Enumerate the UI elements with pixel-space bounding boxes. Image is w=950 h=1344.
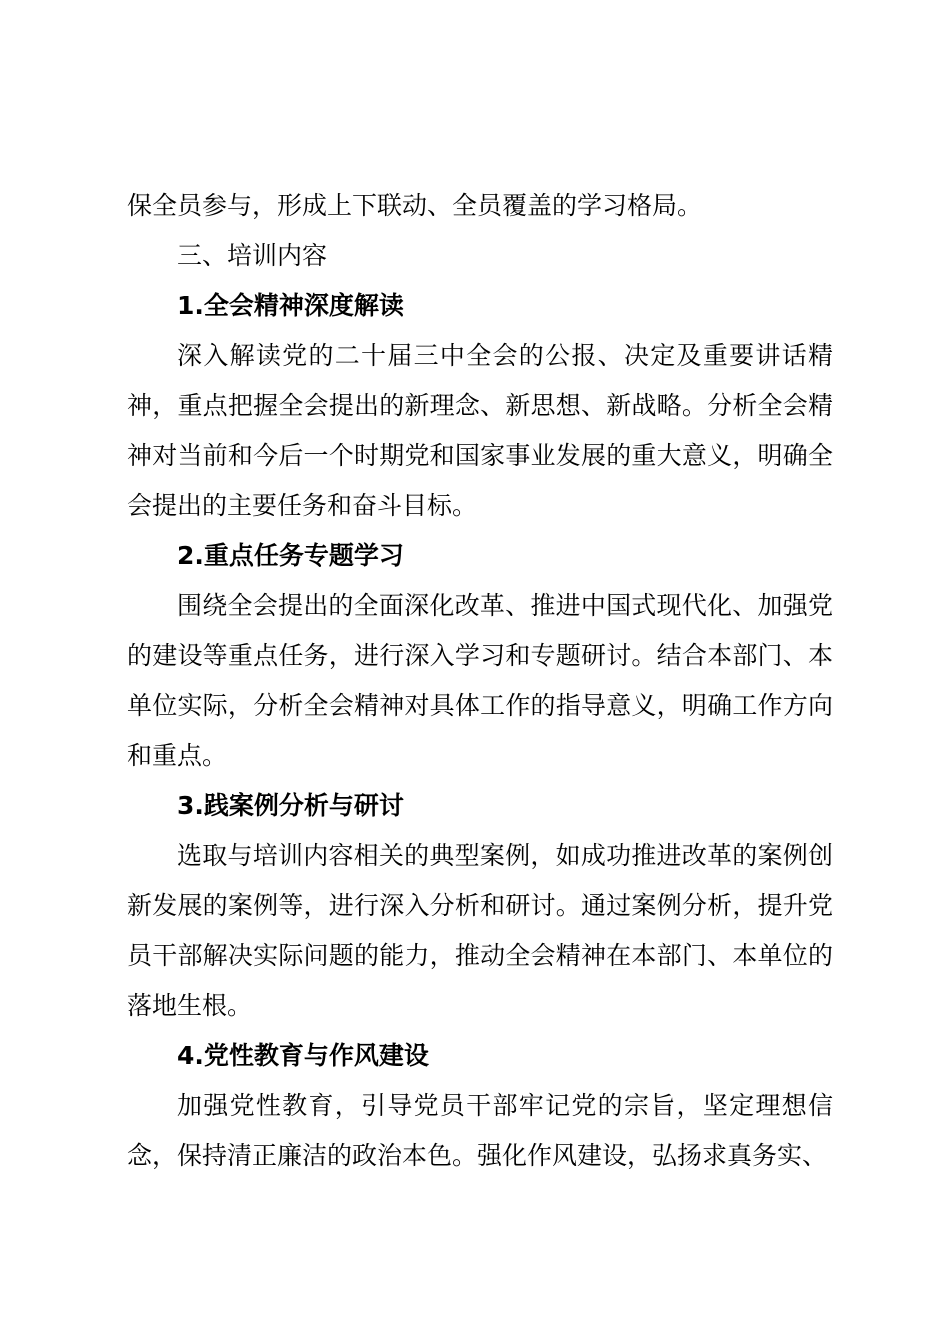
section-title: 三、培训内容	[177, 241, 328, 270]
item-body-2: 围绕全会提出的全面深化改革、推进中国式现代化、加强党的建设等重点任务，进行深入学习和专题研讨。结合本部门、本单位实际，分析全会精神对具体工作的指导意义，明确工作方向和重点。	[127, 591, 833, 770]
item-heading-4: 4.党性教育与作风建设	[177, 1041, 429, 1070]
item-body-4: 加强党性教育，引导党员干部牢记党的宗旨，坚定理想信念，保持清正廉洁的政治本色。强化作风建设，弘扬求真务实、	[127, 1091, 833, 1170]
item-heading-2: 2.重点任务专题学习	[177, 541, 404, 570]
item-heading-3: 3.践案例分析与研讨	[177, 791, 404, 820]
item-heading-1: 1.全会精神深度解读	[177, 291, 404, 320]
continuation-paragraph: 保全员参与，形成上下联动、全员覆盖的学习格局。	[127, 191, 703, 220]
item-body-1: 深入解读党的二十届三中全会的公报、决定及重要讲话精神，重点把握全会提出的新理念、新思想、新战略。分析全会精神对当前和今后一个时期党和国家事业发展的重大意义，明确全会提出的主要任务和奋斗目标。	[127, 341, 833, 520]
item-body-3: 选取与培训内容相关的典型案例，如成功推进改革的案例创新发展的案例等，进行深入分析和研讨。通过案例分析，提升党员干部解决实际问题的能力，推动全会精神在本部门、本单位的落地生根。	[127, 841, 833, 1020]
document-body	[127, 181, 833, 1181]
